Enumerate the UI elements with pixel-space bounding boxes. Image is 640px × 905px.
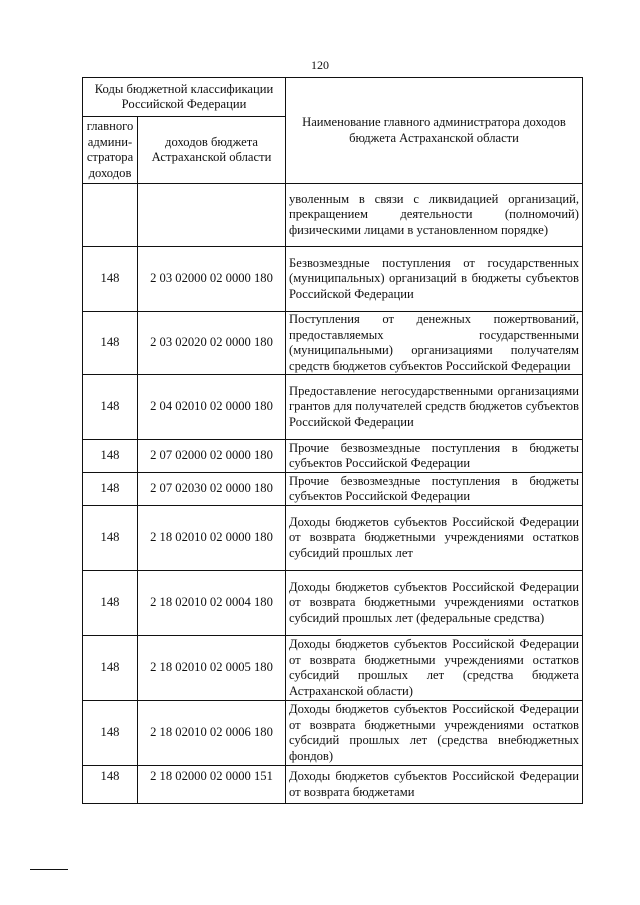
- income-name-cell: Доходы бюджетов субъектов Российской Федерации от возврата бюджетами: [286, 766, 583, 804]
- income-code-cell: 2 07 02030 02 0000 180: [138, 473, 286, 506]
- table-row: [83, 312, 583, 375]
- admin-code-cell: 148: [83, 247, 138, 312]
- admin-code-cell: [83, 184, 138, 247]
- table-row: [83, 701, 583, 766]
- table-row: [83, 506, 583, 571]
- table-row: [83, 247, 583, 312]
- header-income-code: доходов бюджета Астраханской области: [138, 117, 286, 184]
- income-name-cell: Предоставление негосударственными организациями грантов для получателей средств бюджетов субъектов Российской Федерации: [286, 375, 583, 440]
- admin-code-cell: 148: [83, 571, 138, 636]
- header-administrator-name: Наименование главного администратора доходов бюджета Астраханской области: [286, 78, 583, 184]
- income-code-cell: 2 07 02000 02 0000 180: [138, 440, 286, 473]
- admin-code-cell: 148: [83, 312, 138, 375]
- income-code-cell: 2 18 02010 02 0006 180: [138, 701, 286, 766]
- admin-code-cell: 148: [83, 506, 138, 571]
- income-code-cell: [138, 184, 286, 247]
- admin-code-cell: 148: [83, 473, 138, 506]
- income-code-cell: 2 18 02000 02 0000 151: [138, 766, 286, 804]
- income-code-cell: 2 18 02010 02 0004 180: [138, 571, 286, 636]
- income-name-cell: Прочие безвозмездные поступления в бюджеты субъектов Российской Федерации: [286, 440, 583, 473]
- income-code-cell: 2 18 02010 02 0000 180: [138, 506, 286, 571]
- header-group-codes: Коды бюджетной классификации Российской Федерации: [83, 78, 286, 117]
- header-main-administrator: главного админи-стратора доходов: [83, 117, 138, 184]
- income-name-cell: Доходы бюджетов субъектов Российской Федерации от возврата бюджетными учреждениями остатков субсидий прошлых лет: [286, 506, 583, 571]
- footnote-separator: [30, 869, 68, 870]
- income-code-cell: 2 18 02010 02 0005 180: [138, 636, 286, 701]
- income-name-cell: Доходы бюджетов субъектов Российской Федерации от возврата бюджетными учреждениями остатков субсидий прошлых лет (федеральные средства): [286, 571, 583, 636]
- income-name-cell: Поступления от денежных пожертвований, предоставляемых государственными (муниципальными) организациями получателям средств бюджетов субъектов Российской Федерации: [286, 312, 583, 375]
- admin-code-cell: 148: [83, 636, 138, 701]
- table-row: [83, 375, 583, 440]
- page-number: 120: [311, 58, 329, 72]
- admin-code-cell: 148: [83, 766, 138, 804]
- income-name-cell: Доходы бюджетов субъектов Российской Федерации от возврата бюджетными учреждениями остатков субсидий прошлых лет (средства внебюджетных фондов): [286, 701, 583, 766]
- income-name-cell: уволенным в связи с ликвидацией организаций, прекращением деятельности (полномочий) физическими лицами в установленном порядке): [286, 184, 583, 247]
- income-name-cell: Прочие безвозмездные поступления в бюджеты субъектов Российской Федерации: [286, 473, 583, 506]
- table-row: [83, 473, 583, 506]
- admin-code-cell: 148: [83, 701, 138, 766]
- table-row: [83, 184, 583, 247]
- income-name-cell: Безвозмездные поступления от государственных (муниципальных) организаций в бюджеты субъектов Российской Федерации: [286, 247, 583, 312]
- income-name-cell: Доходы бюджетов субъектов Российской Федерации от возврата бюджетными учреждениями остатков субсидий прошлых лет (средства бюджета Астраханской области): [286, 636, 583, 701]
- table-row: [83, 766, 583, 804]
- table-row: [83, 571, 583, 636]
- admin-code-cell: 148: [83, 375, 138, 440]
- admin-code-cell: 148: [83, 440, 138, 473]
- budget-classification-table: [82, 77, 583, 804]
- table-row: [83, 440, 583, 473]
- income-code-cell: 2 04 02010 02 0000 180: [138, 375, 286, 440]
- table-row: [83, 636, 583, 701]
- income-code-cell: 2 03 02000 02 0000 180: [138, 247, 286, 312]
- income-code-cell: 2 03 02020 02 0000 180: [138, 312, 286, 375]
